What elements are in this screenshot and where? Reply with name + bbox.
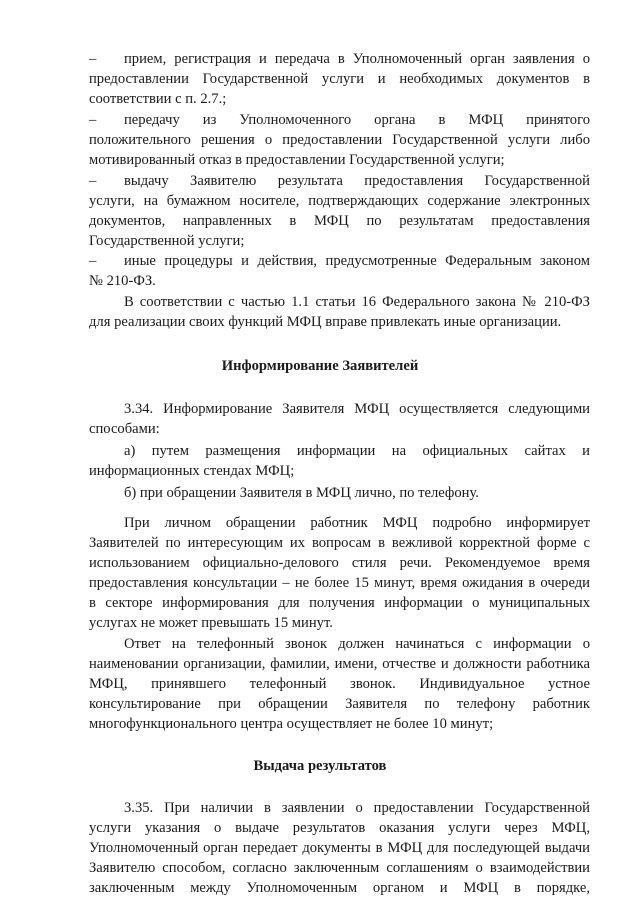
bullet-4-line-2: № 210-ФЗ.	[89, 273, 156, 289]
bullet-1-line-3: соответствии с п. 2.7.;	[89, 91, 227, 107]
section-heading-informing: Информирование Заявителей	[221, 358, 419, 374]
item-3-35-line-4: Заявителю способом, согласно заключенным соглашениям о взаимодействии	[89, 860, 590, 876]
paragraph-3-line-5: многофункционального центра осуществляет не более 10 минут;	[89, 716, 494, 732]
paragraph-2-line-1: При личном обращении работник МФЦ подробно информирует	[124, 515, 590, 531]
paragraph-2-line-2: Заявителей по интересующим их вопросам в вежливой корректной форме с	[89, 535, 590, 551]
item-3-34-line-1: 3.34. Информирование Заявителя МФЦ осуществляется следующими	[124, 401, 590, 417]
item-a-line-1: а) путем размещения информации на официальных сайтах и	[124, 443, 590, 459]
paragraph-3-line-4: консультирование при обращении Заявителя по телефону работник	[89, 696, 590, 712]
item-3-35-line-1: 3.35. При наличии в заявлении о предоставлении Государственной	[124, 800, 590, 816]
paragraph-2-line-5: в секторе информирования для получения информации о муниципальных	[89, 595, 590, 611]
bullet-3-line-2: услуги, на бумажном носителе, подтверждающих содержание электронных	[89, 193, 590, 209]
bullet-dash: –	[89, 51, 97, 67]
bullet-2-line-2: положительного решения о предоставлении Государственной услуги либо	[89, 132, 590, 148]
paragraph-2-line-6: услугах не может превышать 15 минут.	[89, 615, 333, 631]
bullet-4-line-1: иные процедуры и действия, предусмотренные Федеральным законом	[124, 253, 590, 269]
item-3-35-line-5: заключенным между Уполномоченным органом и МФЦ в порядке,	[89, 880, 590, 896]
paragraph-1-line-2: для реализации своих функций МФЦ вправе привлекать иные организации.	[89, 314, 562, 330]
paragraph-2-line-4: предоставления консультации – не более 15 минут, время ожидания в очереди	[89, 575, 590, 591]
bullet-dash: –	[89, 173, 97, 189]
item-3-35-line-2: услуги указания о выдаче результатов оказания услуги через МФЦ,	[89, 820, 590, 836]
bullet-3-line-3: документов, направленных в МФЦ по результатам предоставления	[89, 213, 590, 229]
paragraph-1-line-1: В соответствии с частью 1.1 статьи 16 Федерального закона № 210-ФЗ	[124, 294, 590, 310]
bullet-3-line-1: выдачу Заявителю результата предоставления Государственной	[124, 173, 590, 189]
item-3-34-line-2: способами:	[89, 421, 160, 437]
paragraph-3-line-3: МФЦ, принявшего телефонный звонок. Индивидуальное устное	[89, 676, 590, 692]
paragraph-3-line-2: наименовании организации, фамилии, имени, отчестве и должности работника	[89, 656, 590, 672]
item-b: б) при обращении Заявителя в МФЦ лично, по телефону.	[124, 485, 479, 501]
item-3-35-line-3: Уполномоченный орган передает документы в МФЦ для последующей выдачи	[89, 840, 590, 856]
bullet-dash: –	[89, 112, 97, 128]
item-a-line-2: информационных стендах МФЦ;	[89, 463, 295, 479]
bullet-dash: –	[89, 253, 97, 269]
bullet-2-line-1: передачу из Уполномоченного органа в МФЦ принятого	[124, 112, 590, 128]
bullet-1-line-2: предоставлении Государственной услуги и необходимых документов в	[89, 71, 590, 87]
bullet-3-line-4: Государственной услуги;	[89, 233, 245, 249]
bullet-1-line-1: прием, регистрация и передача в Уполномоченный орган заявления о	[124, 51, 590, 67]
bullet-2-line-3: мотивированный отказ в предоставлении Государственной услуги;	[89, 152, 505, 168]
paragraph-2-line-3: использованием официально-делового стиля речи. Рекомендуемое время	[89, 555, 590, 571]
section-heading-results: Выдача результатов	[253, 758, 387, 774]
paragraph-3-line-1: Ответ на телефонный звонок должен начинаться с информации о	[124, 636, 590, 652]
